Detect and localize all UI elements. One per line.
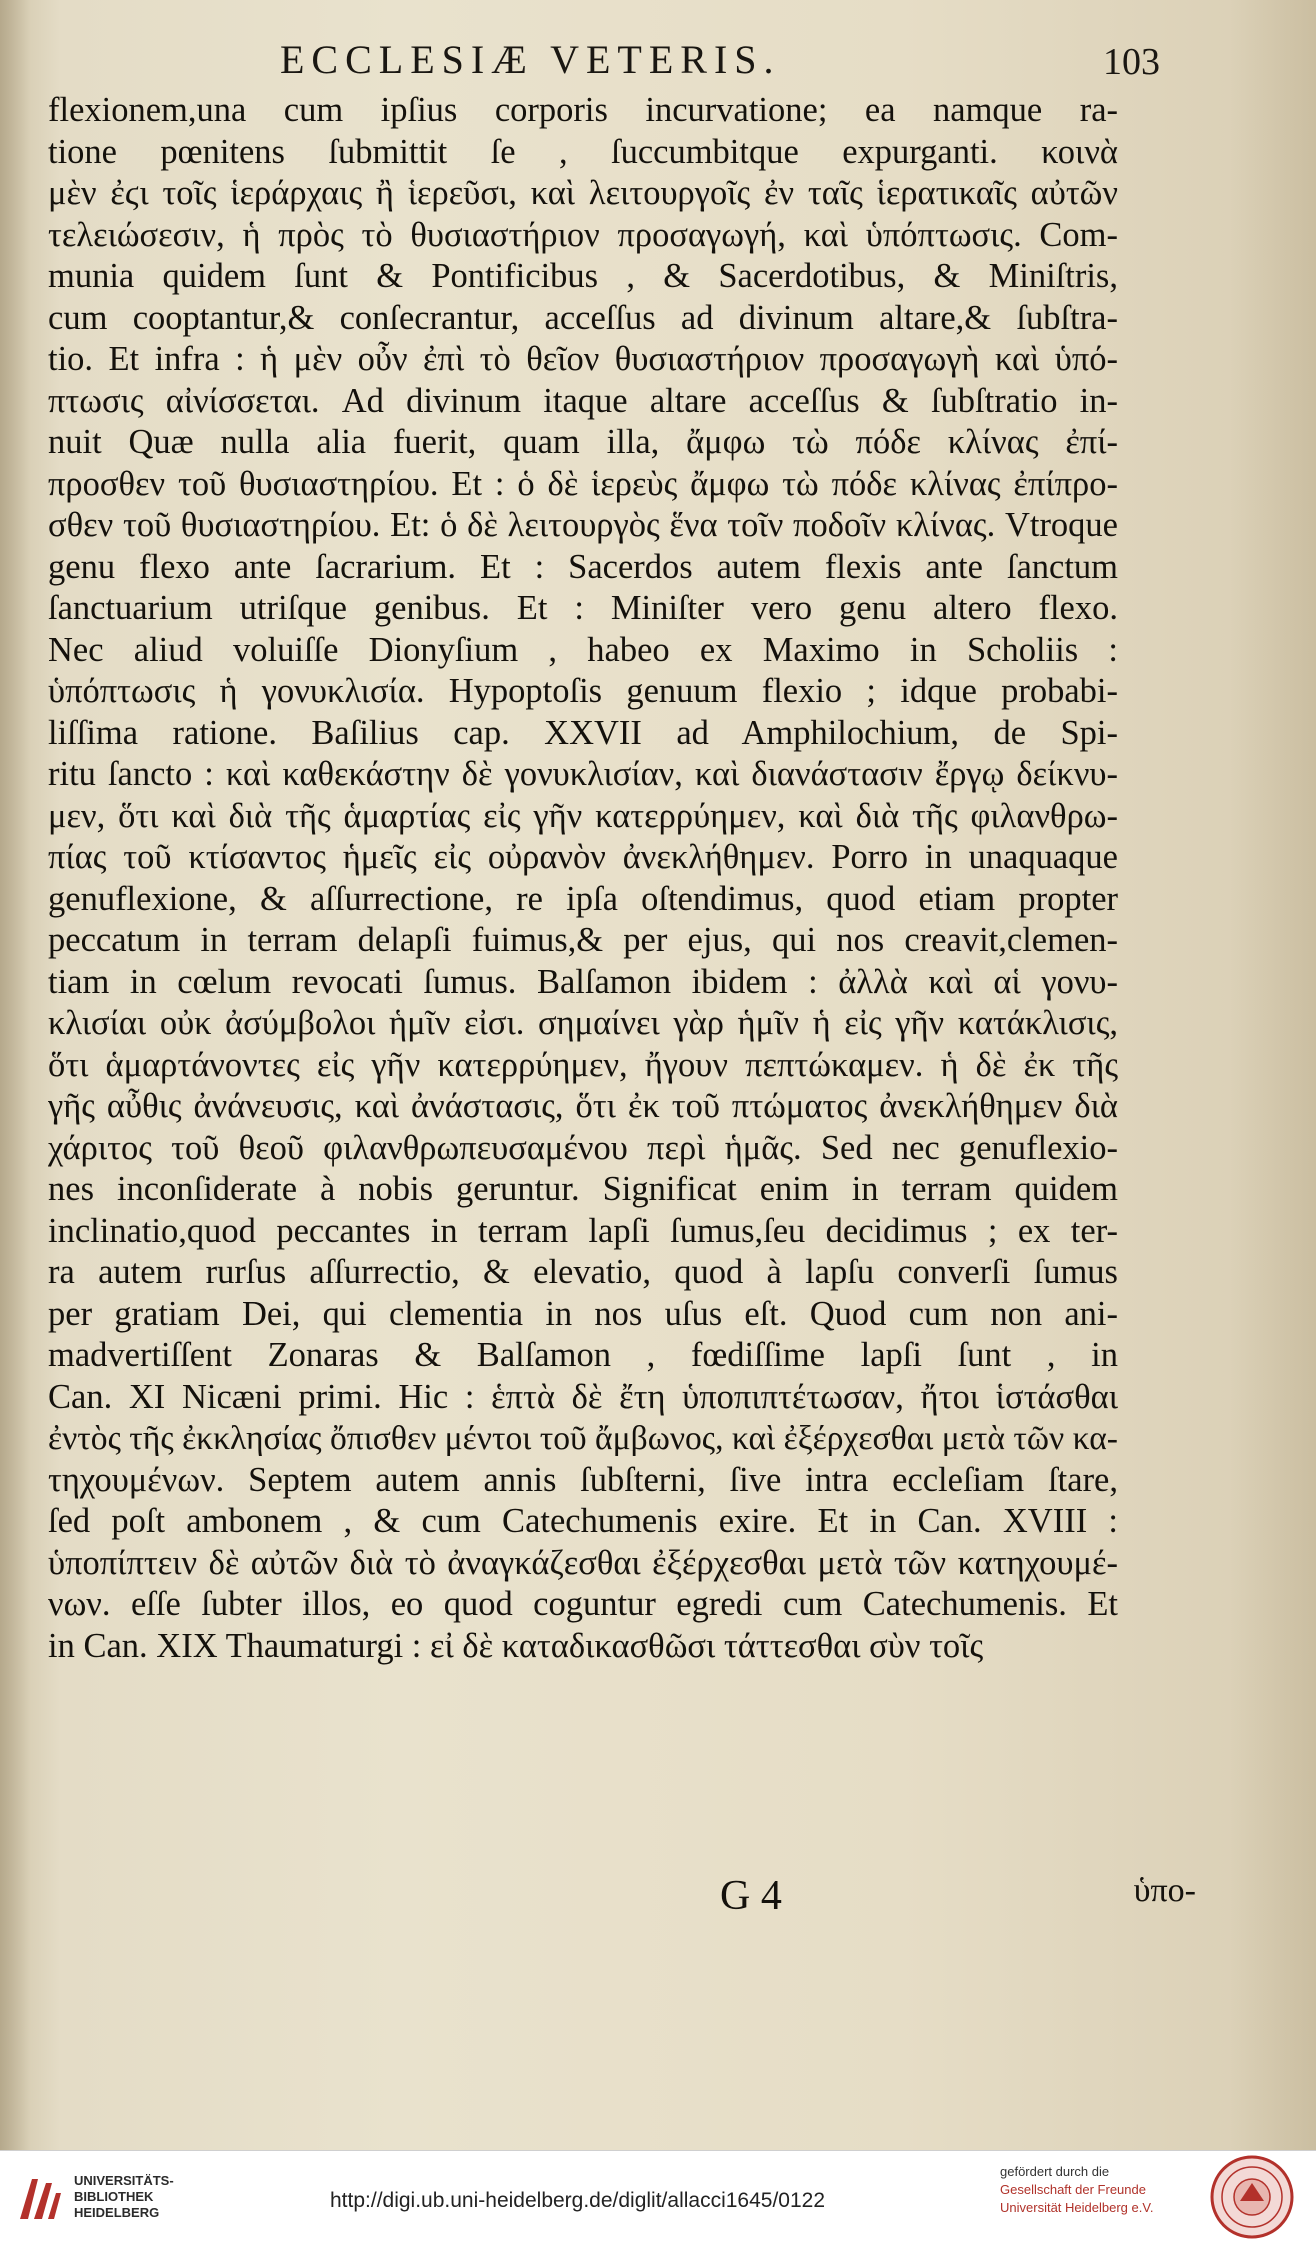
text-line: Nec aliud voluiſſe Dionyſium , habeo ex Maximo in Scholiis : — [48, 630, 1118, 669]
university-seal-icon[interactable] — [1210, 2155, 1294, 2239]
text-line: ὑποπίπτειν δὲ αὐτῶν διὰ τὸ ἀναγκάζεσθαι ἐξέρχεσθαι μετὰ τῶν κατηχουμέ- — [48, 1543, 1118, 1582]
sponsor-block — [1000, 2163, 1153, 2217]
text-line: genu flexo ante ſacrarium. Et : Sacerdos autem flexis ante ſanctum — [48, 547, 1118, 586]
text-line: madvertiſſent Zonaras & Balſamon , fœdiſſime lapſi ſunt , in — [48, 1336, 1118, 1374]
text-line: cum cooptantur,& conſecrantur, acceſſus ad divinum altare,& ſubſtra- — [48, 298, 1118, 337]
sponsor-label: gefördert durch die — [1000, 2164, 1110, 2179]
text-line: per gratiam Dei, qui clementia in nos uſus eſt. Quod cum non ani- — [48, 1294, 1118, 1333]
text-line: tione pœnitens ſubmittit ſe , ſuccumbitque expurganti. κοινὰ — [48, 132, 1118, 171]
sponsor-org-line[interactable]: Gesellschaft der Freunde — [1000, 2182, 1146, 2197]
viewer-footer — [0, 2150, 1316, 2243]
text-line: nes inconſiderate à nobis geruntur. Significat enim in terram quidem — [48, 1170, 1118, 1208]
catchword: ὑπο- — [1133, 1872, 1196, 1909]
gutter-shading — [0, 0, 30, 2150]
text-line: tiam in cœlum revocati ſumus. Balſamon ibidem : ἀλλὰ καὶ αἱ γονυ- — [48, 962, 1118, 1001]
text-line: in Can. XIX Thaumaturgi : εἰ δὲ καταδικασθῶσι τάττεσθαι σὺν τοῖς — [48, 1626, 984, 1665]
text-line: πίας τοῦ κτίσαντος ἡμεῖς εἰς οὐρανὸν ἀνεκλήθημεν. Porro in unaquaque — [48, 838, 1118, 876]
permalink-url[interactable]: http://digi.ub.uni-heidelberg.de/diglit/allacci1645/0122 — [330, 2189, 826, 2212]
text-line: ὅτι ἁμαρτάνοντες εἰς γῆν κατερρύημεν, ἤγουν πεπτώκαμεν. ἡ δὲ ἐκ τῆς — [48, 1045, 1118, 1084]
text-line: nuit Quæ nulla alia fuerit, quam illa, ἄμφω τὼ πόδε κλίνας ἐπί- — [48, 423, 1118, 461]
text-line: γῆς αὖθις ἀνάνευσις, καὶ ἀνάστασις, ὅτι ἐκ τοῦ πτώματος ἀνεκλήθημεν διὰ — [48, 1087, 1118, 1125]
signature-mark: G 4 — [720, 1873, 782, 1919]
library-name-line: UNIVERSITÄTS- — [74, 2173, 174, 2188]
running-head: ECCLESIÆ VETERIS. — [280, 37, 781, 82]
text-line: Can. XI Nicæni primi. Hic : ἑπτὰ δὲ ἔτη ὑποπιπτέτωσαν, ἤτοι ἱστάσθαι — [48, 1377, 1118, 1416]
text-line: munia quidem ſunt & Pontificibus , & Sacerdotibus, & Miniſtris, — [48, 257, 1118, 295]
text-line: μεν, ὅτι καὶ διὰ τῆς ἁμαρτίας εἰς γῆν κατερρύημεν, καὶ διὰ τῆς φιλανθρω- — [48, 796, 1118, 835]
text-line: κλισίαι οὐκ ἀσύμβολοι ἡμῖν εἰσι. σημαίνει γὰρ ἡμῖν ἡ εἰς γῆν κατάκλισις, — [48, 1004, 1118, 1042]
text-line: νων. eſſe ſubter illos, eo quod coguntur egredi cum Catechumenis. Et — [48, 1585, 1118, 1623]
text-line: ra autem rurſus aſſurrectio, & elevatio, quod à lapſu converſi ſumus — [48, 1253, 1118, 1291]
text-line: peccatum in terram delapſi fuimus,& per ejus, qui nos creavit,clemen- — [48, 921, 1118, 959]
text-line: προσθεν τοῦ θυσιαστηρίου. Et : ὁ δὲ ἱερεὺς ἄμφω τὼ πόδε κλίνας ἐπίπρο- — [48, 464, 1118, 503]
page-header — [50, 36, 1160, 96]
text-line: πτωσις αἰνίσσεται. Ad divinum itaque altare acceſſus & ſubſtratio in- — [48, 381, 1118, 420]
page-edge-shading — [1230, 0, 1316, 2150]
text-line: ſed poſt ambonem , & cum Catechumenis exire. Et in Can. XVIII : — [48, 1502, 1118, 1540]
library-name-line: BIBLIOTHEK — [74, 2189, 154, 2204]
text-line: σθεν τοῦ θυσιαστηρίου. Et: ὁ δὲ λειτουργὸς ἕνα τοῖν ποδοῖν κλίνας. Vtroque — [48, 506, 1118, 544]
text-line: ἐντὸς τῆς ἐκκλησίας ὄπισθεν μέντοι τοῦ ἄμβωνος, καὶ ἐξέρχεσθαι μετὰ τῶν κα- — [48, 1420, 1118, 1457]
library-name-line: HEIDELBERG — [74, 2205, 160, 2220]
text-line: genuflexione, & aſſurrectione, re ipſa oſtendimus, quod etiam propter — [48, 879, 1118, 918]
text-line: τηχουμένων. Septem autem annis ſubſterni, ſive intra eccleſiam ſtare, — [48, 1460, 1118, 1499]
text-line: inclinatio,quod peccantes in terram lapſi ſumus,ſeu decidimus ; ex ter- — [48, 1211, 1118, 1250]
body-text — [48, 90, 1118, 1667]
sponsor-org-line[interactable]: Universität Heidelberg e.V. — [1000, 2200, 1154, 2215]
text-line: flexionem,una cum ipſius corporis incurvatione; ea namque ra- — [48, 91, 1118, 129]
text-line: ritu ſancto : καὶ καθεκάστην δὲ γονυκλισίαν, καὶ διανάστασιν ἔργῳ δείκνυ- — [48, 755, 1118, 793]
text-line: χάριτος τοῦ θεοῦ φιλανθρωπευσαμένου περὶ ἡμᾶς. Sed nec genuflexio- — [48, 1128, 1118, 1167]
text-line: μὲν ἐϛι τοῖς ἱεράρχαις ἢ ἱερεῦσι, καὶ λειτουργοῖς ἐν ταῖς ἱερατικαῖς αὐτῶν — [48, 174, 1118, 212]
page-number: 103 — [1103, 41, 1160, 83]
text-line: liſſima ratione. Baſilius cap. XXVII ad Amphilochium, de Spi- — [48, 713, 1118, 752]
library-name — [74, 2173, 174, 2221]
text-line: τελειώσεσιν, ἡ πρὸς τὸ θυσιαστήριον προσαγωγή, καὶ ὑπόπτωσις. Com- — [48, 215, 1118, 254]
text-line: ſanctuarium utriſque genibus. Et : Miniſter vero genu altero flexo. — [48, 589, 1118, 627]
text-line: ὑπόπτωσις ἡ γονυκλισία. Hypoptoſis genuum flexio ; idque probabi- — [48, 672, 1118, 710]
text-line: tio. Et infra : ἡ μὲν οὖν ἐπὶ τὸ θεῖον θυσιαστήριον προσαγωγὴ καὶ ὑπό- — [48, 340, 1118, 378]
university-library-logo-icon[interactable] — [14, 2169, 66, 2229]
